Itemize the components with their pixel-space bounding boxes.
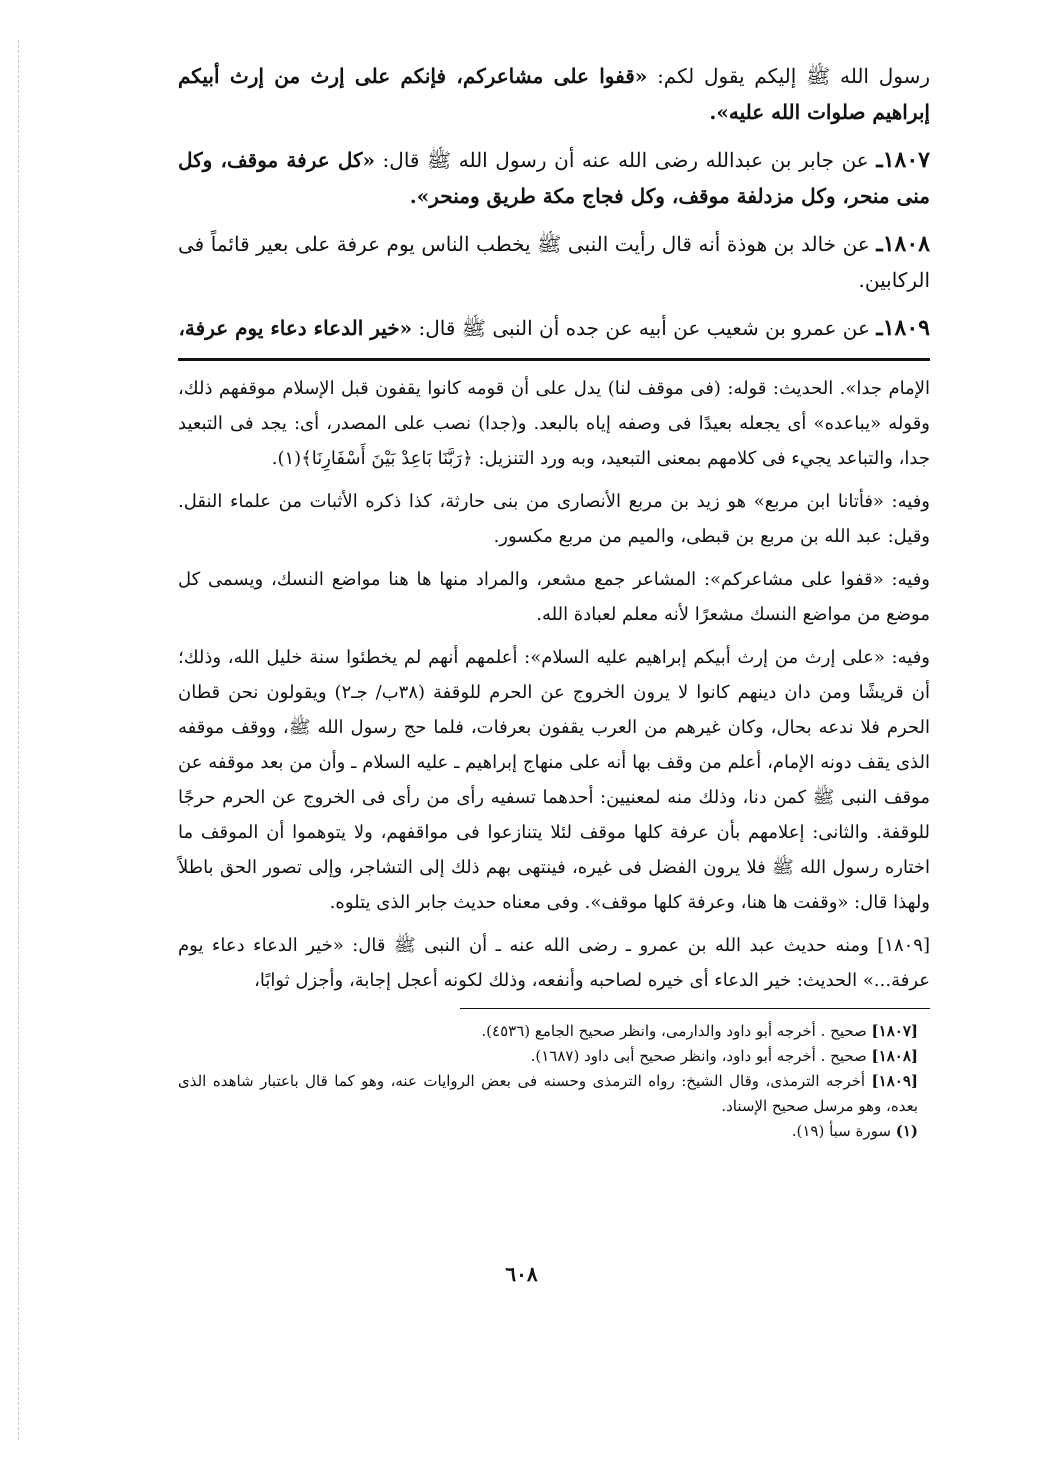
book-page [178, 58, 930, 1144]
hadith-1809-number: ١٨٠٩ـ [876, 315, 930, 341]
hadith-1806-quote: «قفوا على مشاعركم، فإنكم على إرث من إرث أبيكم إبراهيم صلوات الله عليه». [178, 64, 930, 124]
hadith-1807-text: عن جابر بن عبدالله رضى الله عنه أن رسول الله ﷺ قال: [375, 148, 877, 172]
commentary-paragraph-4: وفيه: «على إرث من إرث أبيكم إبراهيم عليه السلام»: أعلمهم أنهم لم يخطئوا سنة خليل الله، وذلك؛ أن قريشًا ومن دان دينهم كانوا لا يرون الخروج عن الحرم للوقفة (٣٨ب/ جـ٢) ويقولون نحن قطان الحرم فلا ندعه بحال، وكان غيرهم من العرب يقفون بعرفات، فلما حج رسول الله ﷺ، ووقف موقفه الذى يقف دونه الإمام، أعلم من وقف بها أنه على منهاج إبراهيم ـ عليه السلام ـ وأن من بعد موقفه عن موقف النبى ﷺ كمن دنا، وذلك منه لمعنيين: أحدهما تسفيه رأى من رأى فى الخروج عن الحرم حرجًا للوقفة. والثانى: إعلامهم بأن عرفة كلها موقف لئلا يتنازعوا فى مواقفهم، ولا يتوهموا أن الموقف ما اختاره رسول الله ﷺ فلا يرون الفضل فى غيره، فينتهى بهم ذلك إلى التشاجر، وإلى تصور الحق باطلاً ولهذا قال: «وقفت ها هنا، وعرفة كلها موقف». وفى معناه حديث جابر الذى يتلوه. [178, 647, 930, 913]
footnote-1-number: (١) [895, 1122, 918, 1140]
footnote-1809 [178, 1069, 918, 1119]
footnotes [178, 1019, 930, 1144]
footnote-1808-number: [١٨٠٨] [871, 1047, 918, 1065]
commentary [178, 371, 930, 998]
hadith-1808 [178, 226, 930, 298]
footnote-1807-number: [١٨٠٧] [871, 1022, 918, 1040]
hadith-1806-end [178, 58, 930, 130]
footnote-1807 [178, 1019, 918, 1044]
hadith-1809 [178, 310, 930, 346]
footnote-1 [178, 1119, 918, 1144]
hadith-1807-quote: «كل عرفة موقف، وكل منى منحر، وكل مزدلفة موقف، وكل فجاج مكة طريق ومنحر». [178, 148, 930, 208]
hadith-1809-quote: «خير الدعاء دعاء يوم عرفة، [178, 316, 413, 340]
hadith-1808-text: عن خالد بن هوذة أنه قال رأيت النبى ﷺ يخطب الناس يوم عرفة على بعير قائماً فى الركابين. [178, 232, 930, 292]
commentary-paragraph-2: وفيه: «فأتانا ابن مربع» هو زيد بن مربع الأنصارى من بنى حارثة، كذا ذكره الأثبات من علماء النقل. وقيل: عبد الله بن مربع بن قبطى، والميم من مربع مكسور. [178, 491, 930, 547]
footnote-divider [460, 1008, 930, 1009]
footnote-1808 [178, 1044, 918, 1069]
hadith-1807-number: ١٨٠٧ـ [876, 147, 930, 173]
section-divider [178, 358, 930, 361]
commentary-paragraph-3: وفيه: «قفوا على مشاعركم»: المشاعر جمع مشعر، والمراد منها ها هنا مواضع النسك، ويسمى كل موضع من مواضع النسك مشعرًا لأنه معلم لعبادة الله. [178, 569, 930, 625]
footnote-1809-number: [١٨٠٩] [871, 1072, 918, 1090]
hadith-1806-text: رسول الله ﷺ إليكم يقول لكم: [647, 64, 930, 88]
footnote-1-text: سورة سبأ (١٩). [791, 1122, 896, 1140]
page-number: ٦٠٨ [505, 1262, 538, 1286]
commentary-paragraph-5: [١٨٠٩] ومنه حديث عبد الله بن عمرو ـ رضى الله عنه ـ أن النبى ﷺ قال: «خير الدعاء دعاء يوم عرفة...» الحديث: خير الدعاء أى خيره لصاحبه وأنفعه، وذلك لكونه أعجل إجابة، وأجزل ثوابًا، [178, 935, 930, 991]
footnote-1807-text: صحيح . أخرجه أبو داود والدارمى، وانظر صحيح الجامع (٤٥٣٦). [481, 1022, 872, 1040]
hadith-1808-number: ١٨٠٨ـ [876, 231, 930, 257]
scan-edge-mark [18, 40, 21, 1440]
hadith-1807 [178, 142, 930, 214]
hadith-1809-text: عن عمرو بن شعيب عن أبيه عن جده أن النبى ﷺ قال: [412, 316, 877, 340]
commentary-paragraph-1: الإمام جدا». الحديث: قوله: (فى موقف لنا) يدل على أن قومه كانوا يقفون قبل الإسلام موقفهم ذلك، وقوله «يباعده» أى يجعله بعيدًا فى وصفه إياه بالبعد. و(جدا) نصب على المصدر، أى: يجد فى التبعيد جدا، والتباعد يجيء فى كلامهم بمعنى التبعيد، وبه ورد التنزيل: ﴿رَبَّنَا بَاعِدْ بَيْنَ أَسْفَارِنَا﴾(١). [178, 378, 930, 469]
footnote-1808-text: صحيح . أخرجه أبو داود، وانظر صحيح أبى داود (١٦٨٧). [530, 1047, 872, 1065]
footnote-1809-text: أخرجه الترمذى، وقال الشيخ: رواه الترمذى وحسنه فى بعض الروايات عنه، وهو كما قال باعتبار شاهده الذى بعده، وهو مرسل صحيح الإسناد. [178, 1072, 918, 1115]
